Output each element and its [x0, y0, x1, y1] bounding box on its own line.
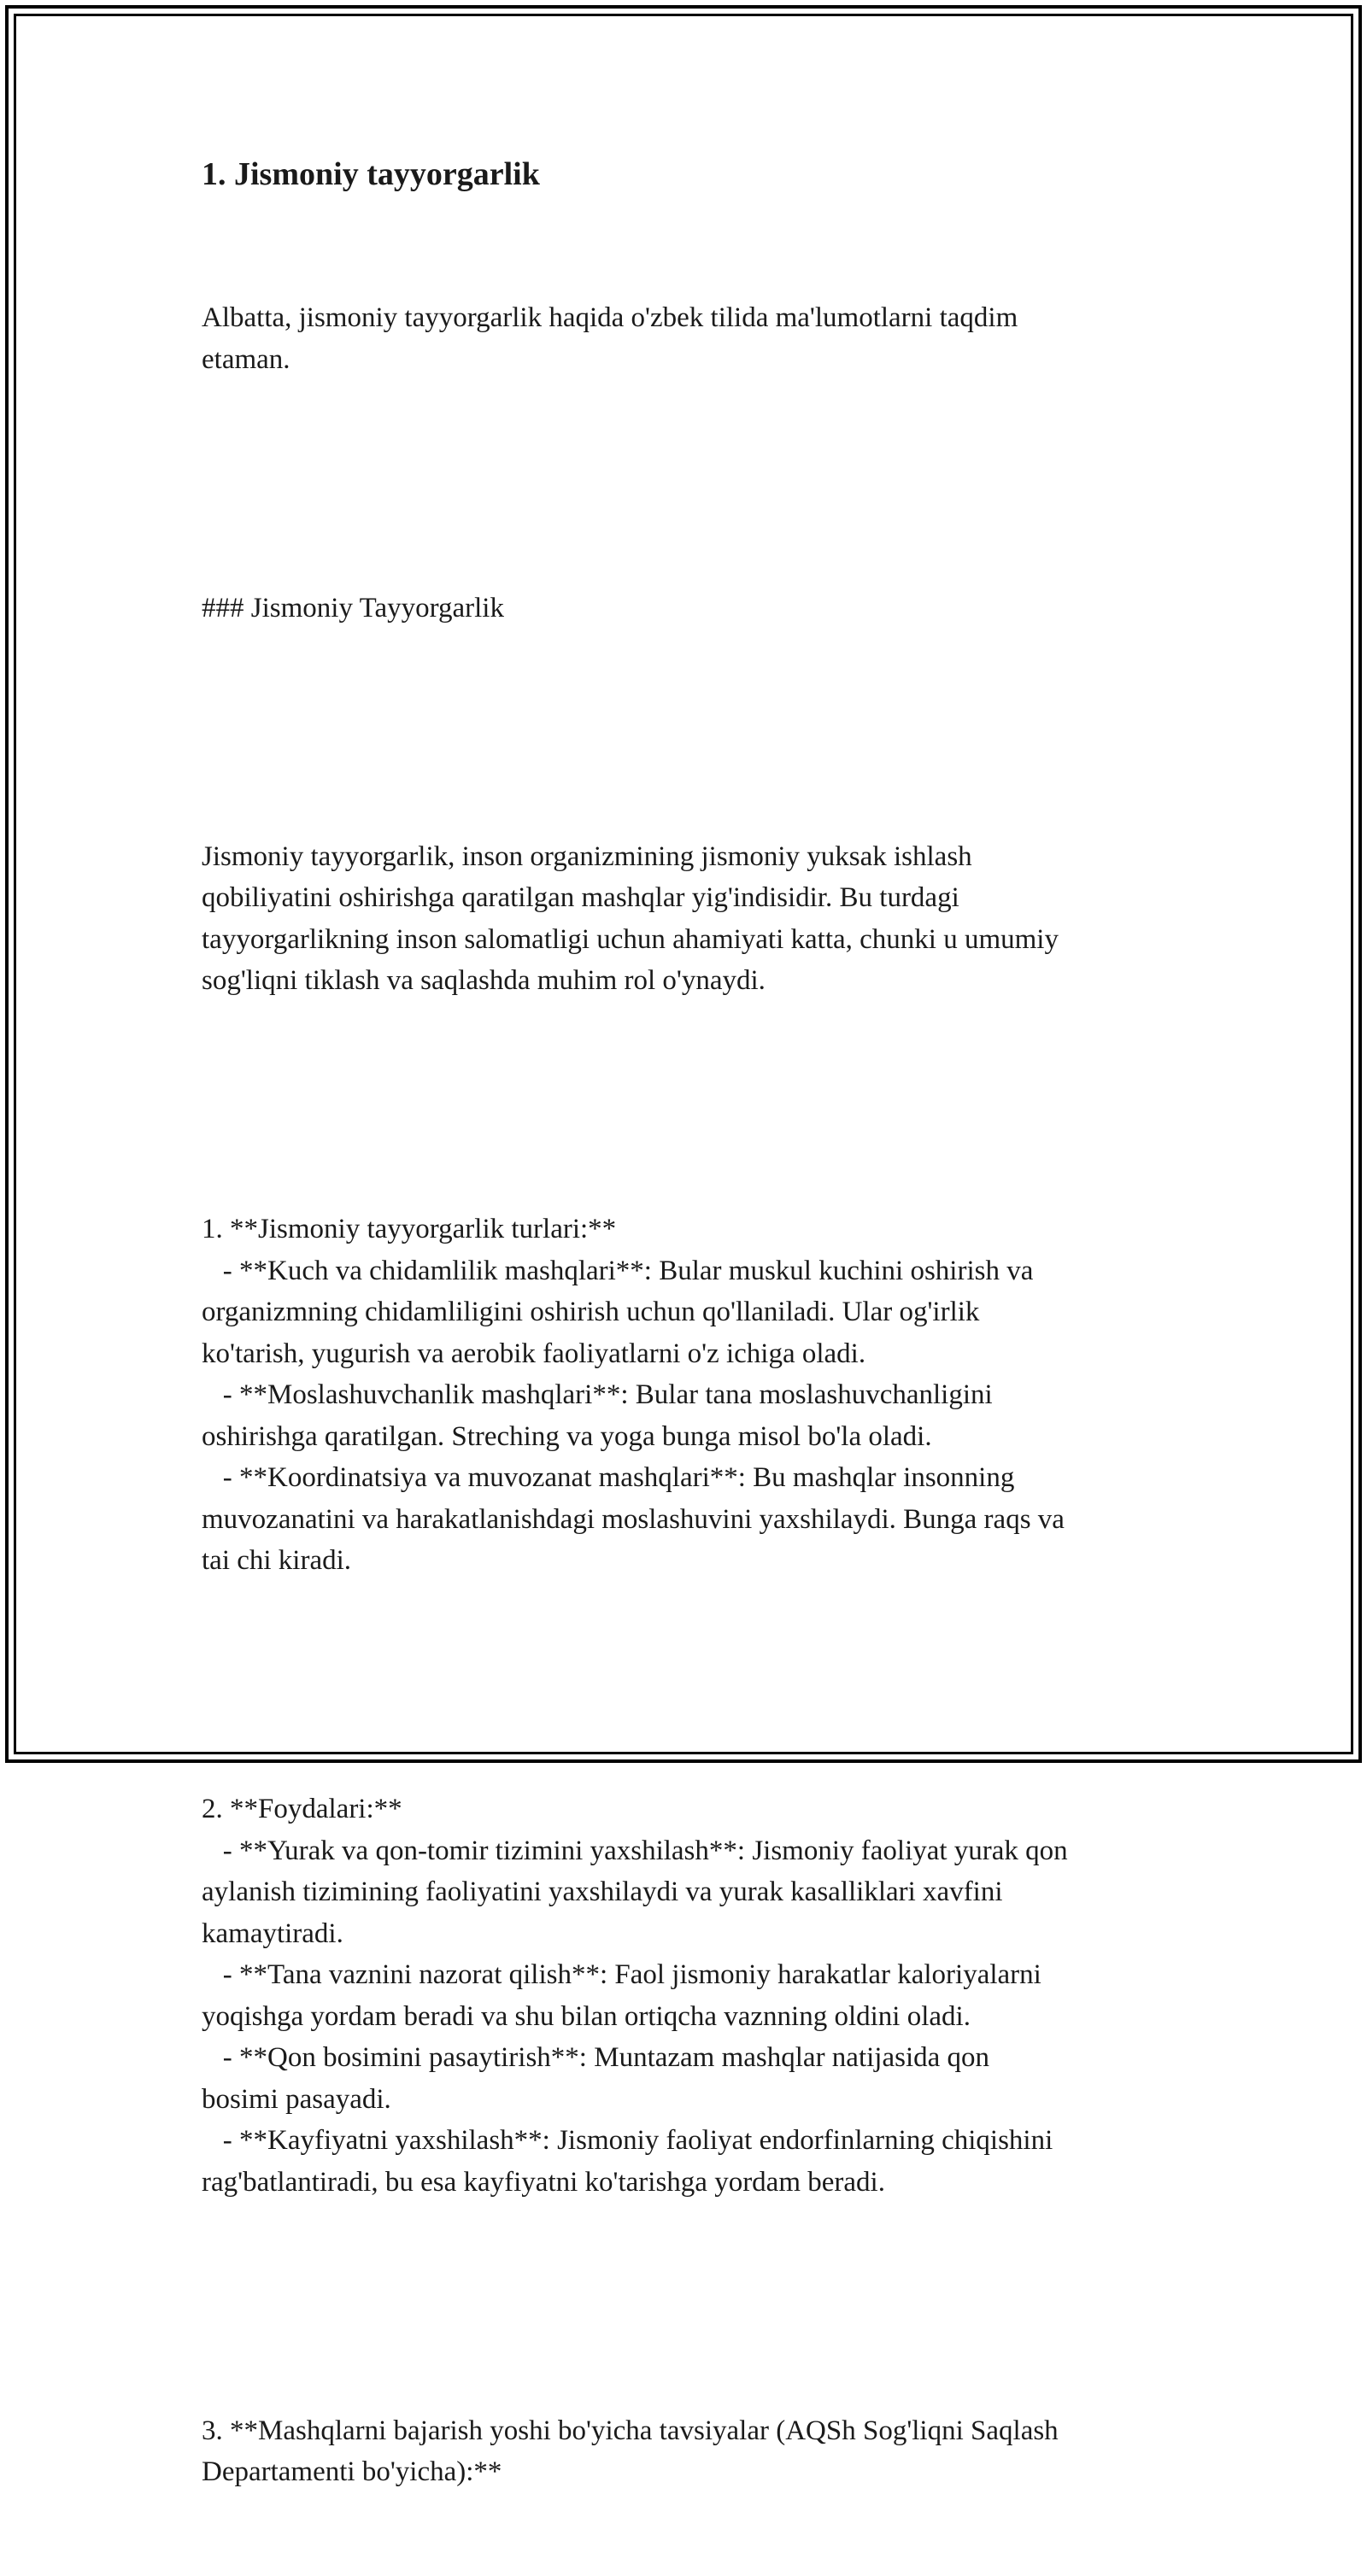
paragraph-spacer: [202, 1665, 1176, 1707]
document-title: 1. Jismoniy tayyorgarlik: [202, 156, 540, 192]
section-heading: ### Jismoniy Tayyorgarlik: [202, 592, 504, 624]
document-body: [202, 214, 1176, 2576]
definition-paragraph: Jismoniy tayyorgarlik, inson organizmining jismoniy yuksak ishlash qobiliyatini oshirishga qaratilgan mashqlar yig'indisidir. Bu turdagi tayyorgarlikning inson salomatligi uchun ahamiyati katta, chunki u umumiy sog'liqni tiklash va saqlashda muhim rol o'ynaydi.: [202, 840, 1059, 997]
intro-paragraph: Albatta, jismoniy tayyorgarlik haqida o'zbek tilida ma'lumotlarni taqdim etaman.: [202, 302, 1018, 375]
list-section-benefits: 2. **Foydalari:** - **Yurak va qon-tomir tizimini yaxshilash**: Jismoniy faoliyat yurak qon aylanish tizimining faoliyatini yaxshilaydi va yurak kasalliklari xavfini kamaytiradi. - **Tana vaznini nazorat qilish**: Faol jismoniy harakatlar kaloriyalarni yoqishga yordam beradi va shu bilan ortiqcha vaznning oldini oladi. - **Qon bosimini pasaytirish**: Muntazam mashqlar natijasida qon bosimi pasayadi. - **Kayfiyatni yaxshilash**: Jismoniy faoliyat endorfinlarning chiqishini rag'batlantiradi, bu esa kayfiyatni ko'tarishga yordam beradi.: [202, 1794, 1068, 2198]
paragraph-spacer: [202, 1085, 1176, 1127]
list-section-types: 1. **Jismoniy tayyorgarlik turlari:** - **Kuch va chidamlilik mashqlari**: Bular muskul kuchini oshirish va organizmning chidamliligini oshirish uchun qo'llaniladi. Ular og'irlik ko'tarish, yugurish va aerobik faoliyatlarni o'z ichiga oladi. - **Moslashuvchanlik mashqlari**: Bular tana moslashuvchanligini oshirishga qaratilgan. Streching va yoga bunga misol bo'la oladi. - **Koordinatsiya va muvozanat mashqlari**: Bu mashqlar insonning muvozanatini va harakatlanishdagi moslashuvini yaxshilaydi. Bunga raqs va tai chi kiradi.: [202, 1214, 1065, 1577]
paragraph-spacer: [202, 2286, 1176, 2327]
document-page: [202, 154, 1176, 2576]
paragraph-spacer: [202, 711, 1176, 753]
paragraph-spacer: [202, 463, 1176, 505]
list-section-recommendations: 3. **Mashqlarni bajarish yoshi bo'yicha tavsiyalar (AQSh Sog'liqni Saqlash Departamenti bo'yicha):**: [202, 2415, 1059, 2488]
